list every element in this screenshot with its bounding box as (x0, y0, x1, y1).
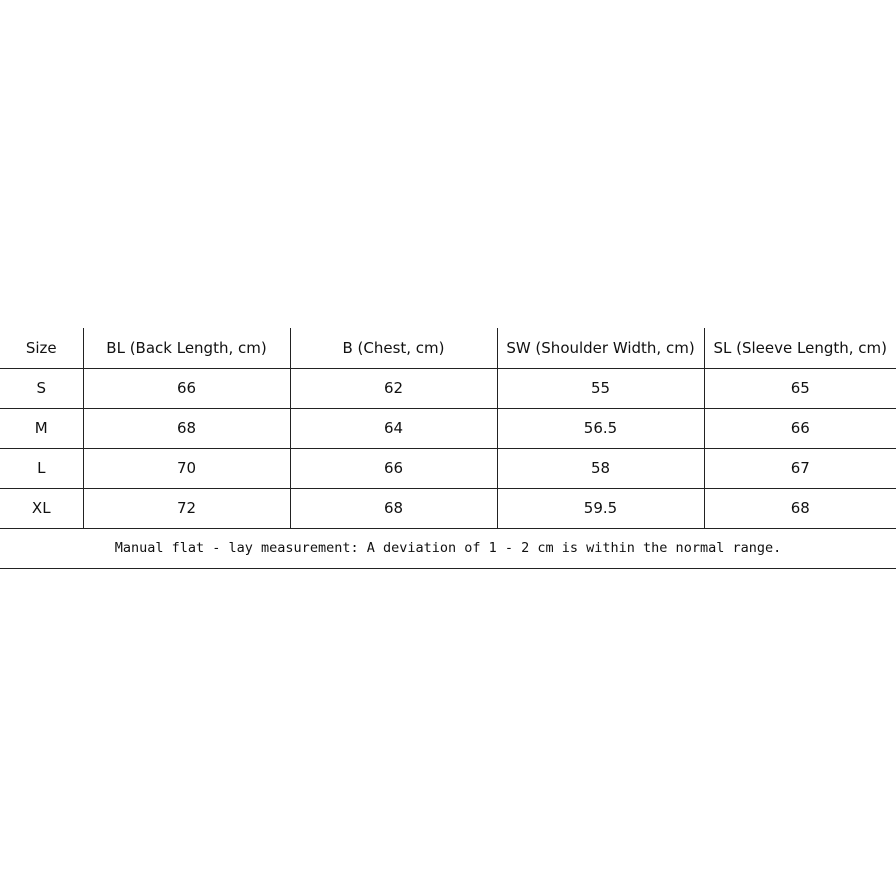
table-row (0, 368, 896, 408)
header-size: Size (0, 328, 83, 368)
cell-back-length: 68 (83, 408, 290, 448)
cell-back-length: 72 (83, 488, 290, 528)
cell-size: L (0, 448, 83, 488)
cell-sleeve-length: 67 (704, 448, 896, 488)
cell-chest: 66 (290, 448, 497, 488)
header-chest: B (Chest, cm) (290, 328, 497, 368)
table-note-row (0, 528, 896, 568)
cell-chest: 62 (290, 368, 497, 408)
measurement-note: Manual flat - lay measurement: A deviation of 1 - 2 cm is within the normal range. (0, 528, 896, 568)
cell-sleeve-length: 65 (704, 368, 896, 408)
cell-shoulder-width: 56.5 (497, 408, 704, 448)
cell-chest: 68 (290, 488, 497, 528)
table-row (0, 488, 896, 528)
cell-chest: 64 (290, 408, 497, 448)
cell-shoulder-width: 55 (497, 368, 704, 408)
cell-size: XL (0, 488, 83, 528)
cell-size: M (0, 408, 83, 448)
cell-back-length: 70 (83, 448, 290, 488)
table-row (0, 448, 896, 488)
table-row (0, 408, 896, 448)
table-header-row (0, 328, 896, 368)
header-back-length: BL (Back Length, cm) (83, 328, 290, 368)
cell-shoulder-width: 58 (497, 448, 704, 488)
header-sleeve-length: SL (Sleeve Length, cm) (704, 328, 896, 368)
header-shoulder-width: SW (Shoulder Width, cm) (497, 328, 704, 368)
size-chart-table (0, 328, 896, 569)
cell-sleeve-length: 66 (704, 408, 896, 448)
cell-size: S (0, 368, 83, 408)
cell-back-length: 66 (83, 368, 290, 408)
cell-shoulder-width: 59.5 (497, 488, 704, 528)
cell-sleeve-length: 68 (704, 488, 896, 528)
